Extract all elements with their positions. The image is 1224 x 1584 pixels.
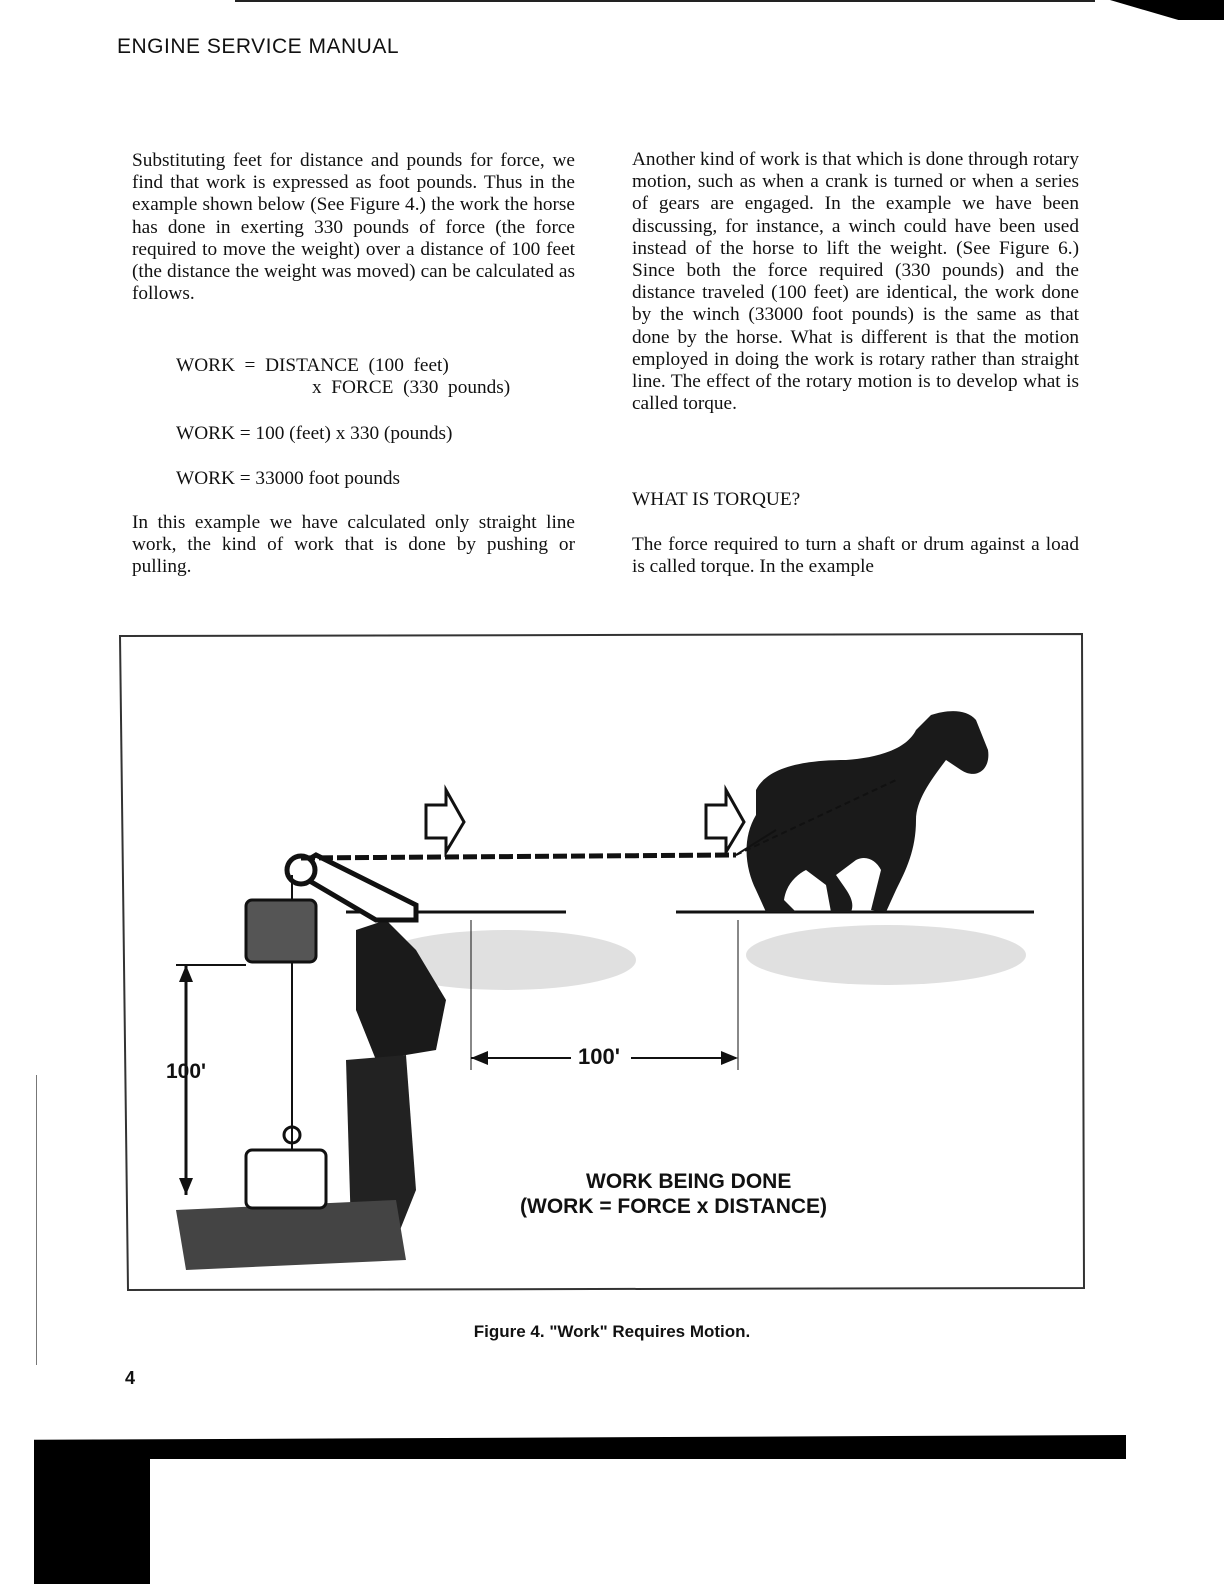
horizontal-arrow-right (721, 1051, 738, 1065)
pit-bottom (176, 1200, 406, 1270)
horse-silhouette (747, 711, 989, 912)
formula-line-1a: WORK = DISTANCE (100 feet) (176, 355, 449, 376)
weight-start-position (246, 900, 316, 962)
motion-arrow-2 (706, 790, 744, 852)
figure-title-line-2: (WORK = FORCE x DISTANCE) (520, 1195, 828, 1218)
bottom-corner-block (34, 1455, 150, 1584)
left-paragraph-1: Substituting feet for distance and pounds for force, we find that work is expressed as foot pounds. Thus in the example shown below (See Figure 4.) the work the horse has done in exerting 330 pounds of force (the force required to move the weight) over a distance of 100 feet (the distance the weight was moved) can be calculated as follows. (132, 150, 575, 305)
page-corner-mark (1110, 0, 1224, 20)
page-number: 4 (125, 1368, 136, 1388)
scan-margin-line (36, 1075, 37, 1365)
rope (301, 855, 736, 858)
right-column (632, 149, 1079, 589)
figure-work-illustration (116, 630, 1088, 1294)
vertical-arrow-up (179, 965, 193, 982)
horizontal-distance-label: 100' (578, 1044, 620, 1069)
vertical-distance-label: 100' (166, 1060, 207, 1083)
formula-line-1b: x FORCE (330 pounds) (312, 377, 511, 398)
page-header: ENGINE SERVICE MANUAL (117, 35, 400, 58)
section-heading-torque: WHAT IS TORQUE? (632, 489, 801, 510)
ground-shading-right (746, 925, 1026, 985)
vertical-arrow-down (179, 1178, 193, 1195)
figure-title-line-1: WORK BEING DONE (586, 1170, 792, 1193)
bottom-bar (34, 1435, 1126, 1459)
figure-caption: Figure 4. "Work" Requires Motion. (473, 1322, 751, 1341)
horizontal-arrow-left (471, 1051, 488, 1065)
formula-line-2: WORK = 100 (feet) x 330 (pounds) (176, 423, 453, 444)
left-paragraph-2: In this example we have calculated only straight line work, the kind of work that is done by pushing or pulling. (132, 512, 575, 578)
left-column (132, 150, 575, 590)
right-paragraph-2: The force required to turn a shaft or drum against a load is called torque. In the example (632, 534, 1079, 578)
motion-arrow-1 (426, 790, 464, 852)
weight-block (246, 1150, 326, 1208)
top-rule (235, 0, 1095, 2)
formula-line-3: WORK = 33000 foot pounds (176, 468, 401, 489)
right-paragraph-1: Another kind of work is that which is done through rotary motion, such as when a crank is turned or when a series of gears are engaged. In the example we have been discussing, for instance, a winch could have been used instead of the horse to lift the weight. (See Figure 6.) Since both the force required (330 pounds) and the distance traveled (100 feet) are identical, the work done by the winch (33000 foot pounds) is the same as that done by the horse. What is different is that the motion employed in doing the work is rotary rather than straight line. The effect of the rotary motion is to develop what is called torque. (632, 149, 1079, 415)
